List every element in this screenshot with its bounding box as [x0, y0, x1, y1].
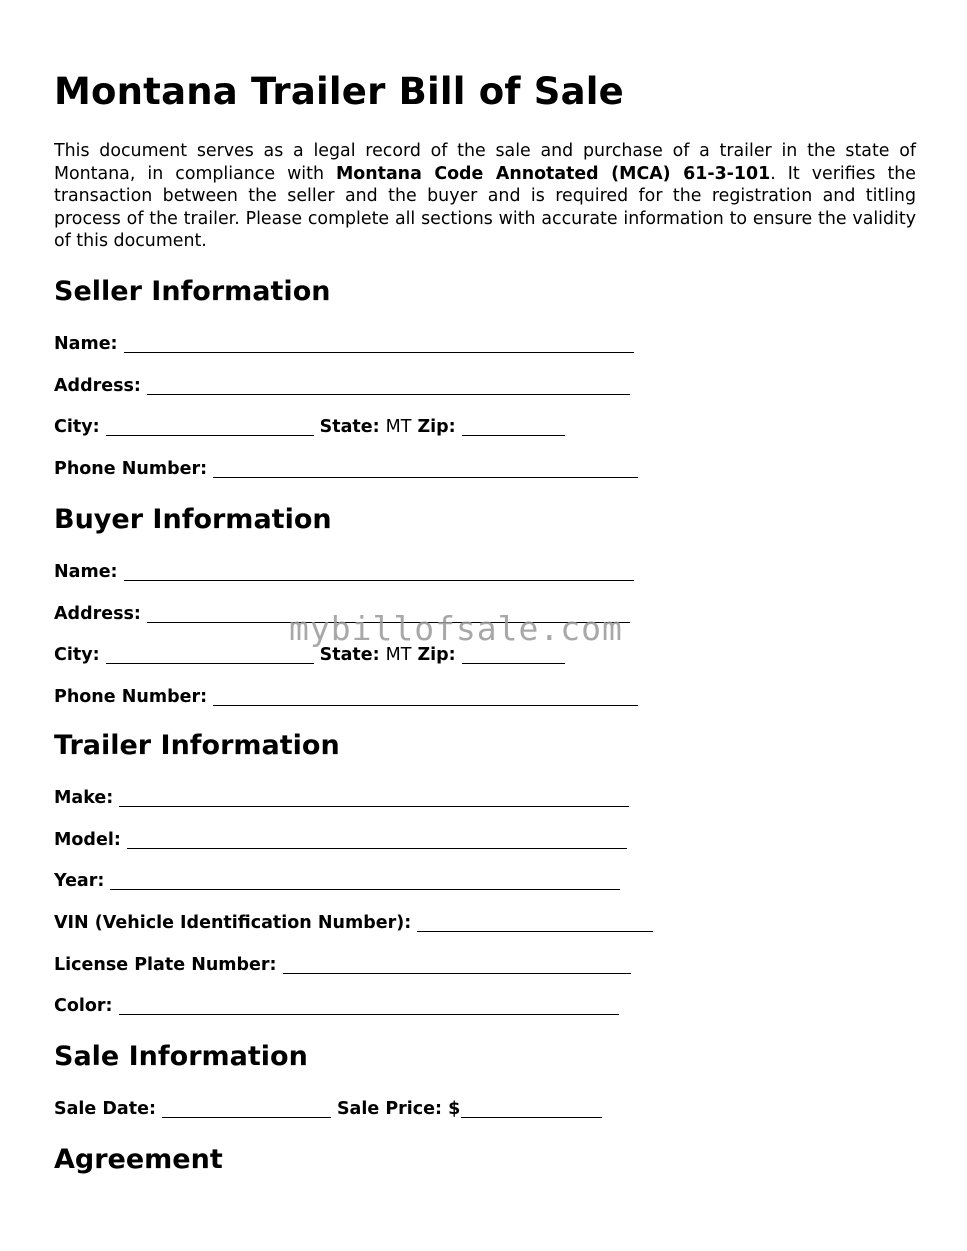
buyer-city-blank[interactable]: [106, 663, 314, 664]
buyer-phone-field: [54, 686, 638, 708]
buyer-state-value: MT: [385, 645, 412, 665]
trailer-year-field: [54, 870, 620, 892]
trailer-make-label: Make:: [54, 788, 114, 808]
buyer-state-label: State:: [319, 645, 380, 665]
sale-date-price-field: [54, 1098, 602, 1120]
buyer-heading: Buyer Information: [54, 504, 332, 535]
trailer-make-blank[interactable]: [119, 806, 629, 807]
buyer-name-field: [54, 561, 634, 583]
document-title: Montana Trailer Bill of Sale: [54, 70, 624, 113]
trailer-plate-label: License Plate Number:: [54, 955, 277, 975]
trailer-color-field: [54, 995, 619, 1017]
trailer-make-field: [54, 787, 629, 809]
sale-heading: Sale Information: [54, 1041, 308, 1072]
trailer-model-field: [54, 829, 627, 851]
trailer-color-label: Color:: [54, 996, 113, 1016]
trailer-model-label: Model:: [54, 830, 121, 850]
trailer-vin-blank[interactable]: [417, 931, 653, 932]
seller-city-label: City:: [54, 417, 100, 437]
buyer-phone-blank[interactable]: [213, 705, 638, 706]
seller-address-field: [54, 375, 630, 397]
trailer-vin-field: [54, 912, 653, 934]
trailer-color-blank[interactable]: [119, 1014, 619, 1015]
sale-date-blank[interactable]: [162, 1117, 331, 1118]
buyer-name-label: Name:: [54, 562, 118, 582]
agreement-heading: Agreement: [54, 1144, 223, 1175]
seller-zip-label: Zip:: [417, 417, 456, 437]
seller-name-label: Name:: [54, 334, 118, 354]
seller-address-blank[interactable]: [147, 394, 630, 395]
sale-date-label: Sale Date:: [54, 1099, 156, 1119]
buyer-name-blank[interactable]: [124, 580, 634, 581]
seller-phone-label: Phone Number:: [54, 459, 208, 479]
buyer-zip-blank[interactable]: [462, 663, 565, 664]
trailer-plate-blank[interactable]: [283, 973, 631, 974]
seller-phone-field: [54, 458, 638, 480]
trailer-year-label: Year:: [54, 871, 105, 891]
seller-state-value: MT: [385, 417, 412, 437]
trailer-heading: Trailer Information: [54, 730, 340, 761]
watermark: mybillofsale.com: [289, 609, 623, 648]
seller-zip-blank[interactable]: [462, 435, 565, 436]
seller-address-label: Address:: [54, 376, 141, 396]
intro-text-1: This document serves as a legal record of the sale and purchase of a trailer in the state of Montana, in compliance with: [54, 141, 916, 184]
trailer-vin-label: VIN (Vehicle Identification Number):: [54, 913, 412, 933]
intro-text-2: . It verifies the transaction between the seller and the buyer and is required for the registration and titling process of the trailer. Please complete all sections with accurate information to ensure the validity of this document.: [54, 163, 916, 251]
buyer-address-label: Address:: [54, 604, 141, 624]
sale-price-blank[interactable]: [461, 1117, 602, 1118]
seller-name-blank[interactable]: [124, 352, 634, 353]
seller-state-label: State:: [319, 417, 380, 437]
trailer-plate-field: [54, 954, 631, 976]
buyer-city-label: City:: [54, 645, 100, 665]
buyer-phone-label: Phone Number:: [54, 687, 208, 707]
seller-city-blank[interactable]: [106, 435, 314, 436]
buyer-zip-label: Zip:: [417, 645, 456, 665]
intro-paragraph: [54, 140, 916, 253]
trailer-year-blank[interactable]: [110, 889, 620, 890]
seller-phone-blank[interactable]: [213, 477, 638, 478]
seller-city-state-zip-field: [54, 416, 565, 438]
seller-heading: Seller Information: [54, 276, 331, 307]
intro-code-reference: Montana Code Annotated (MCA) 61-3-101: [336, 163, 771, 184]
sale-price-label: Sale Price: $: [336, 1099, 461, 1119]
trailer-model-blank[interactable]: [127, 848, 627, 849]
seller-name-field: [54, 333, 634, 355]
